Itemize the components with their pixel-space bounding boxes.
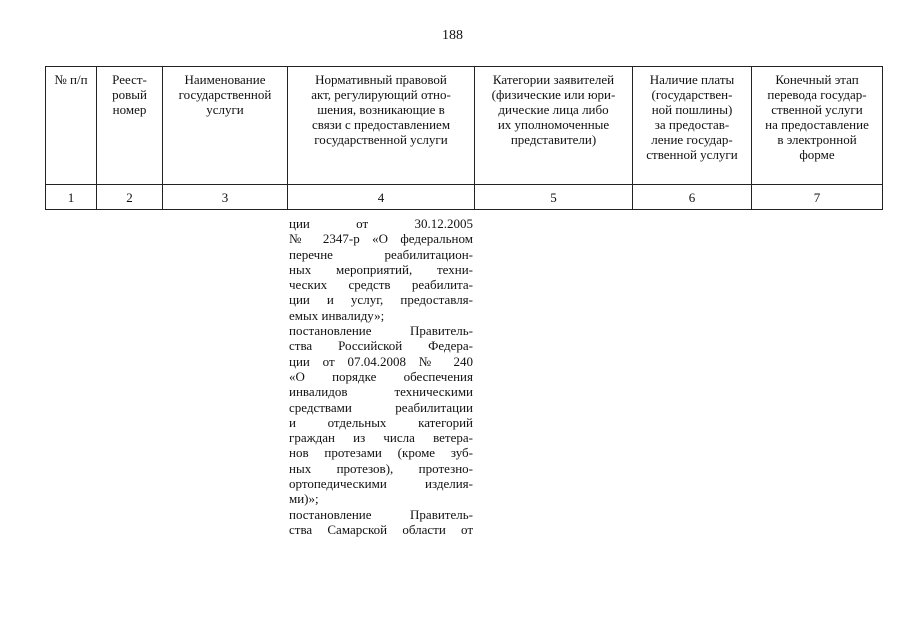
header-line: государственной услуги bbox=[314, 132, 448, 147]
text-line: ства Самарской области от bbox=[289, 521, 473, 537]
text-line: ции от 07.04.2008 № 240 bbox=[289, 353, 473, 369]
header-line: перевода государ- bbox=[767, 87, 867, 102]
header-line: Наличие платы bbox=[649, 72, 735, 87]
header-line: ровый bbox=[112, 87, 147, 102]
text-line: емых инвалиду»; bbox=[289, 307, 385, 323]
header-line: ление государ- bbox=[651, 132, 733, 147]
header-line: Категории заявителей bbox=[492, 72, 615, 87]
header-line: дические лица либо bbox=[498, 102, 609, 117]
header-line: ственной услуги bbox=[771, 102, 863, 117]
header-line: (государствен- bbox=[651, 87, 733, 102]
text-line: «О порядке обеспечения bbox=[289, 368, 473, 384]
text-line: граждан из числа ветера- bbox=[289, 430, 473, 446]
header-line: в электронной bbox=[777, 132, 857, 147]
header-line: № п/п bbox=[54, 72, 88, 87]
text-line: нов протезами (кроме зуб- bbox=[289, 445, 473, 461]
header-line: ственной услуги bbox=[646, 147, 738, 162]
header-cell-applicant-categories bbox=[475, 67, 633, 185]
header-line: Наименование bbox=[184, 72, 266, 87]
text-line: и отдельных категорий bbox=[289, 414, 473, 430]
column-number-cell: 6 bbox=[633, 185, 752, 210]
header-cell-final-stage bbox=[752, 67, 883, 185]
header-line: связи с предоставлением bbox=[311, 117, 451, 132]
text-line: средствами реабилитации bbox=[289, 399, 473, 415]
column-number-cell: 5 bbox=[475, 185, 633, 210]
header-line: представители) bbox=[510, 132, 597, 147]
text-line: ортопедическими изделия- bbox=[289, 476, 473, 492]
header-line: услуги bbox=[206, 102, 244, 117]
column-number-cell: 1 bbox=[46, 185, 97, 210]
header-line: Конечный этап bbox=[775, 72, 859, 87]
text-line: ции и услуг, предоставля- bbox=[289, 292, 473, 308]
header-line: акт, регулирующий отно- bbox=[311, 87, 451, 102]
legal-act-continuation-text bbox=[289, 216, 473, 537]
column-number-cell: 4 bbox=[288, 185, 475, 210]
header-row bbox=[46, 67, 883, 185]
header-line: форме bbox=[799, 147, 835, 162]
header-line: Нормативный правовой bbox=[315, 72, 447, 87]
header-line: (физические или юри- bbox=[491, 87, 616, 102]
text-line: инвалидов техническими bbox=[289, 384, 473, 400]
text-line: ции от 30.12.2005 bbox=[289, 216, 473, 231]
text-line: ческих средств реабилита- bbox=[289, 277, 473, 293]
header-line: их уполномоченные bbox=[497, 117, 610, 132]
header-line: шения, возникающие в bbox=[317, 102, 445, 117]
header-line: государственной bbox=[178, 87, 272, 102]
header-cell-service-name bbox=[163, 67, 288, 185]
text-line: № 2347-р «О федеральном bbox=[289, 231, 473, 247]
header-line: Реест- bbox=[112, 72, 147, 87]
text-line: ства Российской Федера- bbox=[289, 338, 473, 354]
header-cell-number bbox=[46, 67, 97, 185]
header-cell-registry-number bbox=[97, 67, 163, 185]
header-line: номер bbox=[112, 102, 147, 117]
text-line: постановление Правитель- bbox=[289, 323, 473, 339]
text-line: ми)»; bbox=[289, 491, 319, 507]
text-line: ных протезов), протезно- bbox=[289, 460, 473, 476]
page-number: 188 bbox=[442, 28, 463, 43]
text-line: ных мероприятий, техни- bbox=[289, 261, 473, 277]
header-line: на предоставление bbox=[765, 117, 869, 132]
header-cell-fee bbox=[633, 67, 752, 185]
column-number-cell: 3 bbox=[163, 185, 288, 210]
services-register-table bbox=[45, 66, 883, 210]
column-number-row bbox=[46, 185, 883, 210]
column-number-cell: 2 bbox=[97, 185, 163, 210]
column-number-cell: 7 bbox=[752, 185, 883, 210]
text-line: перечне реабилитацион- bbox=[289, 246, 473, 262]
header-cell-legal-act bbox=[288, 67, 475, 185]
header-line: за предостав- bbox=[654, 117, 730, 132]
header-line: ной пошлины) bbox=[651, 102, 733, 117]
text-line: постановление Правитель- bbox=[289, 506, 473, 522]
